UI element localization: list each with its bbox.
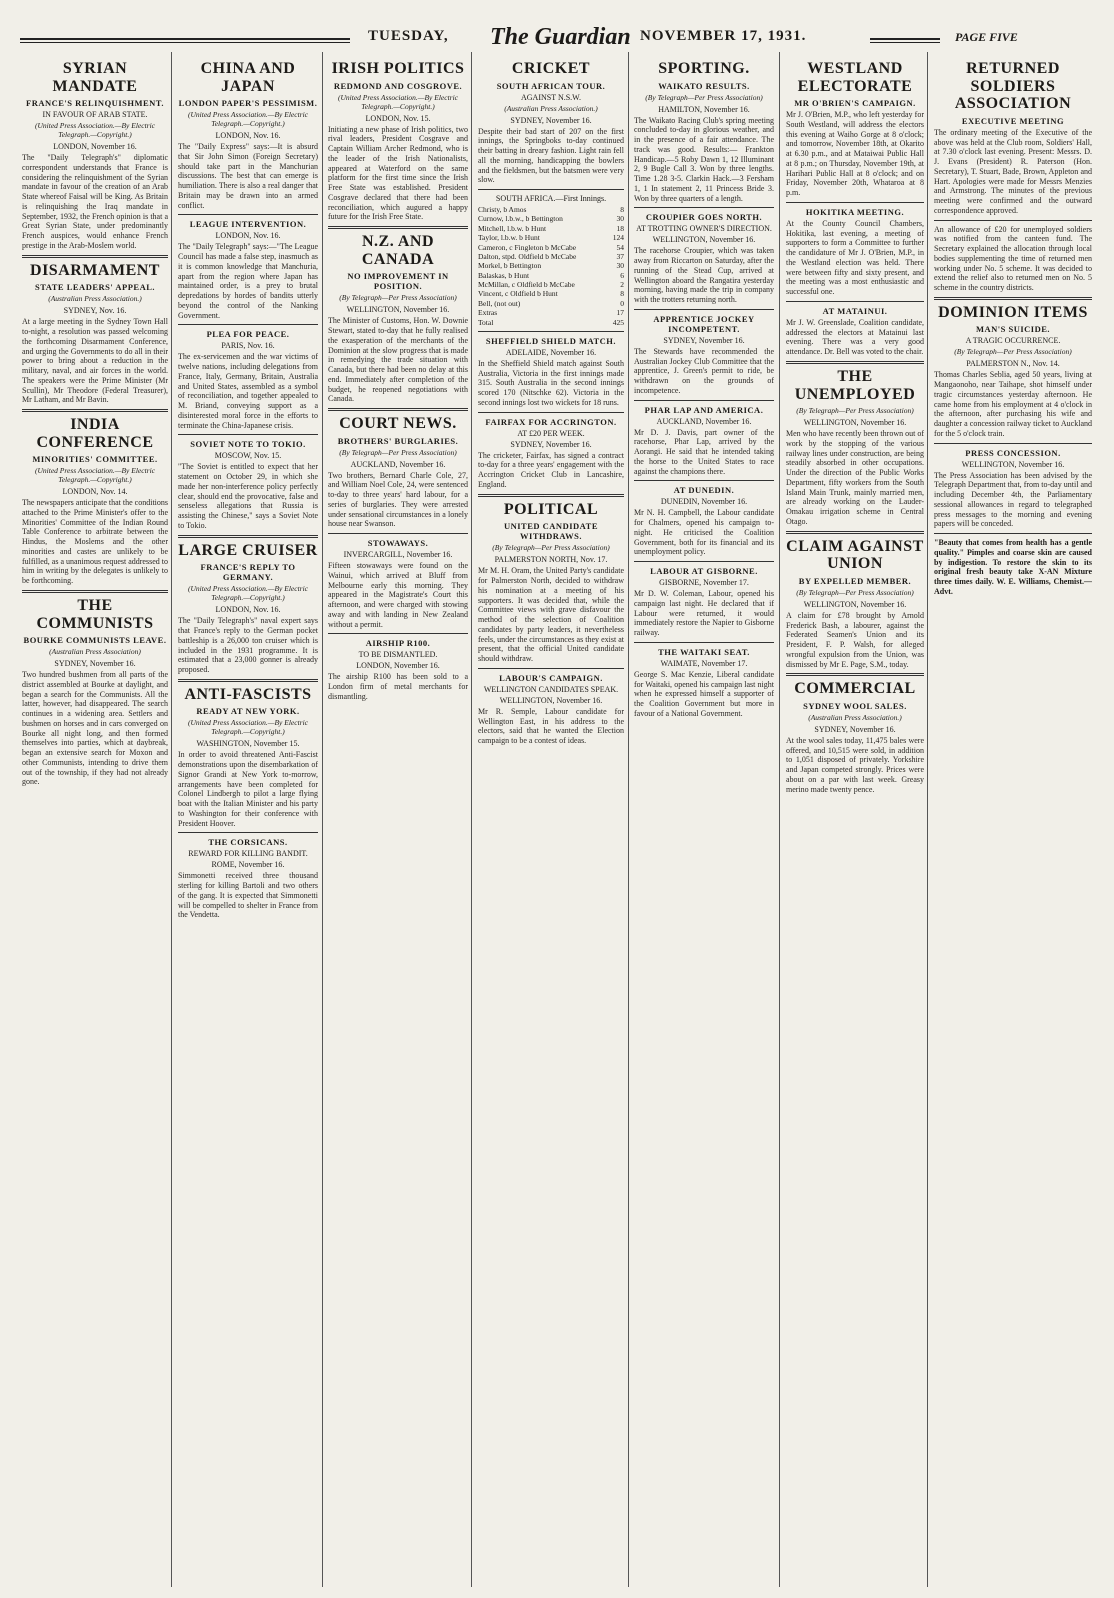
article-subhead: SOUTH AFRICAN TOUR.	[496, 80, 606, 91]
section-divider	[634, 480, 774, 481]
article-body: Fifteen stowaways were found on the Wainui, which arrived at Bluff from Melbourne early this morning. They appeared in the Magistrate's Court this afternoon, and were charged with stowing away and with landing in New Zealand without a permit.	[328, 561, 468, 629]
batsman: Balaskas, b Hunt	[478, 270, 530, 280]
article-subhead: AT DUNEDIN.	[673, 485, 735, 496]
scorecard-row	[478, 280, 624, 289]
article-kicker: AGAINST N.S.W.	[520, 92, 581, 102]
article-credit: (United Press Association.—By Electric Telegraph.—Copyright.)	[188, 584, 308, 603]
masthead-paper-title: The Guardian	[490, 24, 631, 50]
article-credit: (By Telegraph—Per Press Association)	[954, 347, 1072, 357]
batsman: Curnow, l.b.w., b Bettington	[478, 214, 563, 224]
runs: 37	[616, 251, 624, 261]
article-subhead: PHAR LAP AND AMERICA.	[644, 404, 764, 415]
column-1	[22, 56, 168, 1586]
article-subhead: MAN'S SUICIDE.	[975, 324, 1051, 335]
article-headline: N.Z. AND CANADA	[361, 233, 435, 268]
article-subhead: SYDNEY WOOL SALES.	[803, 700, 907, 711]
masthead-date: NOVEMBER 17, 1931.	[640, 28, 807, 44]
article-body: At the wool sales today, 11,475 bales were offered, and 10,515 were sold, in addition to 1,051 disposed of privately. Yorkshire and Japan competed strongly. Prices were about on a par with last week. Greasy merino made twenty pence.	[786, 735, 924, 794]
article-body: The newspapers anticipate that the conditions attached to the Prime Minister's offer to the Minorities' Committee of the Indian Round Table Conference to arbitrate between the Hindus, the Moslems and the other minorities and castes are unlikely to be fulfilled, as a unanimous request addressed to him in writing by the delegates is unlikely to be forthcoming.	[22, 498, 168, 586]
article-credit: (By Telegraph—Per Press Association)	[796, 406, 914, 416]
article-subhead: STATE LEADERS' APPEAL.	[34, 282, 156, 293]
article-dateline: WELLINGTON, November 16.	[803, 418, 907, 428]
article-divider	[22, 255, 168, 258]
article-subhead: FAIRFAX FOR ACCRINGTON.	[485, 416, 617, 427]
article-dateline: AUCKLAND, November 16.	[656, 416, 752, 426]
article-subhead: APPRENTICE JOCKEY INCOMPETENT.	[653, 313, 755, 334]
article-dateline: MOSCOW, Nov. 15.	[214, 451, 282, 461]
article-headline: CHINA AND JAPAN	[200, 60, 296, 95]
section-divider	[478, 331, 624, 332]
article-subhead: LABOUR AT GISBORNE.	[650, 566, 758, 577]
article-body: At a large meeting in the Sydney Town Hall to-night, a resolution was passed welcoming the forthcoming Disarmament Conference, and urging the Governments to do all in their power to bring about a reduction in the military, naval, and air forces in the world. The speakers were the Prime Minister (Mr Scullin), Mr Theodore (Federal Treasurer), Mr Latham, and Mr Bavin.	[22, 317, 168, 405]
article-dateline: SYDNEY, Nov. 16.	[63, 306, 127, 316]
article-dateline: GISBORNE, November 17.	[659, 578, 749, 588]
article-credit: (By Telegraph—Per Press Association)	[645, 92, 763, 102]
batsman: Christy, b Amos	[478, 205, 527, 215]
article-body: The Press Association has been advised by the Telegraph Department that, from to-day until and including December 4th, the Parliamentary sessional allowances in regard to telegraphed press messages to the morning and evening papers will be conceded.	[934, 470, 1092, 529]
article-headline: INDIA CONFERENCE	[36, 416, 154, 451]
article-credit: (United Press Association.—By Electric Telegraph.—Copyright.)	[338, 92, 458, 111]
article-credit: (United Press Association.—By Electric Telegraph.—Copyright.)	[35, 466, 155, 485]
article-headline: RETURNED SOLDIERS ASSOCIATION	[954, 60, 1072, 113]
article-body: "The Soviet is entitled to expect that her statement on October 29, in which she made her non-interference policy perfectly clear, should end the provocative, false and senseless allegations that Russia is assisting the Chinese," says a Soviet Note to Tokio.	[178, 462, 318, 530]
article-credit: (Australian Press Association.)	[48, 294, 142, 304]
article-dateline: WAIMATE, November 17.	[660, 658, 748, 668]
article-body: The airship R100 has been sold to a London firm of metal merchants for dismantling.	[328, 672, 468, 701]
scorecard-row	[478, 252, 624, 261]
batsman: McMillan, c Oldfield b McCabe	[478, 280, 575, 290]
article-credit: (Australian Press Association.)	[504, 103, 598, 113]
article-headline: COURT NEWS.	[339, 415, 457, 433]
article-headline: IRISH POLITICS	[331, 60, 465, 77]
batsman: Dalton, stpd. Oldfield b McCabe	[478, 251, 577, 261]
article-dateline: ROME, November 16.	[211, 860, 285, 870]
batsman: Morkel, b Bettington	[478, 261, 542, 271]
article-body: The "Daily Telegraph's" naval expert says that France's reply to the German pocket battleship is a 26,000 ton cruiser which is included in the 1931 programme. It is estimated that a 23,000 gonner is already proposed.	[178, 616, 318, 675]
article-body: Mr D. W. Coleman, Labour, opened his campaign last night. He declared that if Labour were returned, it would immediately restore the Napier to Gisborne railway.	[634, 589, 774, 638]
scorecard-title: SOUTH AFRICA.—First Innings.	[495, 194, 607, 204]
article-dateline: WELLINGTON, November 16.	[346, 305, 450, 315]
scorecard-row	[478, 243, 624, 252]
article-body: Men who have recently been thrown out of work by the stopping of the various railway lines under construction, are being steadily absorbed in other occupations. Under the direction of the Public Works Department, fifty workers from the South Island Main Trunk, mainly married men, are already working on the Lauder-Omakau irrigation scheme in Central Otago.	[786, 429, 924, 526]
section-divider	[634, 207, 774, 208]
article-kicker: AT TROTTING OWNER'S DIRECTION.	[636, 224, 772, 234]
section-divider	[786, 301, 924, 302]
article-body: Mr J. W. Greenslade, Coalition candidate, addressed the electors at Matainui last evening. There was a very good attendance. Dr. Bell was voted to the chair.	[786, 317, 924, 357]
article-subhead: HOKITIKA MEETING.	[805, 206, 905, 217]
masthead-page: PAGE FIVE	[955, 30, 1018, 44]
section-divider	[178, 832, 318, 833]
article-credit: (By Telegraph—Per Press Association)	[796, 587, 914, 597]
masthead-rule-right	[870, 38, 940, 43]
article-body: Mr M. H. Oram, the United Party's candidate for Palmerston North, decided to withdraw his nomination at a meeting of his supporters. It was decided that, while the Committee views with grave disfavour the method of the selection of Coalition candidates by party leaders, it nevertheless feels, under the circumstances as they exist at present, that the official United candidate should withdraw.	[478, 566, 624, 664]
section-divider	[178, 214, 318, 215]
column-5	[634, 56, 774, 1586]
article-subhead: REDMOND AND COSGROVE.	[333, 80, 463, 91]
scorecard-row	[478, 299, 624, 308]
article-credit: (United Press Association.—By Electric Telegraph.—Copyright.)	[35, 121, 155, 140]
runs: 30	[616, 261, 624, 271]
article-body: Mr R. Semple, Labour candidate for Wellington East, in his address to the electors, said that he wanted the Election campaign to be a contest of ideas.	[478, 706, 624, 746]
runs: 8	[620, 205, 624, 215]
section-divider	[634, 642, 774, 643]
article-dateline: AUCKLAND, November 16.	[350, 459, 446, 469]
column-rule	[471, 52, 472, 1587]
article-subhead: READY AT NEW YORK.	[196, 706, 300, 717]
article-subhead: STOWAWAYS.	[367, 538, 429, 549]
column-rule	[322, 52, 323, 1587]
article-dateline: PARIS, Nov. 16.	[221, 341, 275, 351]
article-credit: (By Telegraph—Per Press Association)	[339, 447, 457, 457]
runs: 6	[620, 270, 624, 280]
batsman: Bell, (not out)	[478, 298, 521, 308]
runs: 0	[620, 298, 624, 308]
scorecard-row	[478, 271, 624, 280]
advertisement: "Beauty that comes from health has a gentle quality." Pimples and coarse skin are caused by indigestion. To restore the skin to its original fresh beauty take X-AN Mixture three times daily. W. E. Williams, Chemist.—Advt.	[934, 538, 1092, 596]
article-body: At the County Council Chambers, Hokitika, last evening, a meeting of supporters to form a Committee to further the candidature of Mr J. O'Brien, M.P., in the Westland election was held. There were between fifty and sixty present, and the meeting was a most enthusiastic and successful one.	[786, 218, 924, 297]
article-kicker: WELLINGTON CANDIDATES SPEAK.	[483, 684, 619, 694]
scorecard-row	[478, 224, 624, 233]
article-kicker: AT £20 PER WEEK.	[517, 428, 585, 438]
runs: 425	[612, 317, 624, 327]
article-dateline: HAMILTON, November 16.	[658, 104, 750, 114]
scorecard-row	[478, 318, 624, 327]
article-dateline: SYDNEY, November 16.	[663, 335, 745, 345]
section-divider	[478, 668, 624, 669]
article-dateline: WELLINGTON, November 16.	[652, 235, 756, 245]
article-subhead: MINORITIES' COMMITTEE.	[32, 454, 158, 465]
batsman: Cameron, c Fingleton b McCabe	[478, 242, 577, 252]
scorecard-row	[478, 214, 624, 223]
article-subhead: CROUPIER GOES NORTH.	[645, 212, 763, 223]
article-body: The cricketer, Fairfax, has signed a contract to-day for a three years' engagement with the Accrington Cricket Club in Lancashire, England.	[478, 450, 624, 489]
article-body: In order to avoid threatened Anti-Fascist demonstrations upon the disembarkation of Signor Grandi at New York to-morrow, arrangements have been completed for Colonel Lindbergh to pilot a large flying boat with the Italian Minister and his party to Washington for their conference with President Hoover.	[178, 750, 318, 828]
article-divider	[22, 590, 168, 593]
column-3	[328, 56, 468, 1586]
column-2	[178, 56, 318, 1586]
runs: 8	[620, 289, 624, 299]
scorecard	[478, 205, 624, 327]
article-subhead: SOVIET NOTE TO TOKIO.	[190, 439, 306, 450]
section-divider	[934, 220, 1092, 221]
article-divider	[178, 679, 318, 682]
article-kicker: A TRAGIC OCCURRENCE.	[965, 336, 1061, 346]
article-dateline: PALMERSTON N., Nov. 14.	[966, 359, 1060, 369]
column-7	[934, 56, 1092, 1586]
article-headline: SYRIAN MANDATE	[52, 60, 138, 95]
scorecard-row	[478, 233, 624, 242]
article-kicker: REWARD FOR KILLING BANDIT.	[188, 849, 308, 859]
article-subhead: BROTHERS' BURGLARIES.	[337, 435, 459, 446]
article-dateline: SYDNEY, November 16.	[510, 115, 592, 125]
article-headline: DOMINION ITEMS	[938, 303, 1088, 321]
article-body: Two brothers, Bernard Charle Cole, 27, and William Noel Cole, 24, were sentenced to-day to three years' hard labour, for a series of burglaries. They were arrested under sensational circumstances in a lonely house near Swanson.	[328, 470, 468, 529]
runs: 18	[616, 223, 624, 233]
article-dateline: LONDON, Nov. 16.	[215, 231, 281, 241]
article-headline: THE UNEMPLOYED	[794, 367, 916, 403]
article-kicker: IN FAVOUR OF ARAB STATE.	[42, 110, 148, 120]
article-body: The Waikato Racing Club's spring meeting concluded to-day in glorious weather, and in the presence of a fair attendance. The track was good. Results:— Frankton Handicap.—5 Roby Dawn 1, 12 Illuminant 2, 9 Bugle Call 3. Won by three lengths. Time 1.28 3-5. Clarkin Hack.—3 Fersham 1, 1 In statement 2, 11 Princess Bride 3. Won by three quarters of a length.	[634, 115, 774, 203]
article-dateline: SYDNEY, November 16.	[510, 439, 592, 449]
scorecard-row	[478, 261, 624, 270]
scorecard-row	[478, 289, 624, 298]
runs: 2	[620, 280, 624, 290]
article-subhead: SHEFFIELD SHIELD MATCH.	[485, 335, 617, 346]
article-body: The ex-servicemen and the war victims of twelve nations, including delegations from France, Italy, Germany, Britain, Australia and United States, assembled as a symbol of reconciliation, and together appealed to M. Briand, conveying support as a disinterested moral force in the efforts to terminate the China-Japanese crisis.	[178, 352, 318, 430]
article-dateline: LONDON, Nov. 16.	[215, 605, 281, 615]
article-body: The Stewards have recommended the Australian Jockey Club Committee that the apprentice, J. Green's permit to ride, be withdrawn on the grounds of incompetence.	[634, 346, 774, 395]
article-subhead: UNITED CANDIDATE WITHDRAWS.	[503, 521, 599, 542]
runs: 124	[612, 233, 624, 243]
article-body: Initiating a new phase of Irish politics, two rival leaders, President Cosgrave and Captain William Archer Redmond, who is the leader of the Irish Nationalists, appeared at Waterford on the same platform for the first time since the Irish Free State was established. President Cosgrave declared that there had been reconciliation, which augured a happy future for the Irish Free State.	[328, 124, 468, 222]
column-rule	[171, 52, 172, 1587]
article-body: George S. Mac Kenzie, Liberal candidate for Waitaki, opened his campaign last night when he expressed himself a supporter of the Coalition Government but more in favour of a National Government.	[634, 669, 774, 718]
article-divider	[178, 535, 318, 538]
article-body: The Minister of Customs, Hon. W. Downie Stewart, stated to-day that he fully realised the exasperation of the merchants of the Dominion at the slow progress that is made in remedying the trade situation with Canada, but there had been no delay at this end. Immediately after completion of the budget, he reopened negotiations with Canada.	[328, 316, 468, 404]
article-headline: SPORTING.	[658, 60, 750, 77]
article-dateline: INVERCARGILL, November 16.	[343, 550, 453, 560]
scorecard-row	[478, 205, 624, 214]
article-subhead: LEAGUE INTERVENTION.	[189, 219, 307, 230]
article-divider	[22, 409, 168, 412]
article-dateline: PALMERSTON NORTH, Nov. 17.	[494, 555, 608, 565]
masthead	[20, 24, 1100, 50]
section-divider	[934, 443, 1092, 444]
article-subhead: PLEA FOR PEACE.	[206, 329, 290, 340]
article-subhead: FRANCE'S RELINQUISHMENT.	[26, 98, 164, 109]
article-subhead: WAIKATO RESULTS.	[658, 80, 750, 91]
article-dateline: LONDON, Nov. 16.	[215, 131, 281, 141]
article-subhead: THE CORSICANS.	[208, 837, 288, 848]
article-body: Mr N. H. Campbell, the Labour candidate for Chalmers, opened his campaign to-night. He criticised the Coalition Government, both for its financial and its unemployment policy.	[634, 508, 774, 557]
scorecard-row	[478, 308, 624, 317]
article-divider	[786, 531, 924, 534]
article-body: The racehorse Croupier, which was taken away from Riccarton on Saturday, after the running of the Stead Cup, arrived at Wellington aboard the Rangatira yesterday morning, having made the trip in company with the trotters returning north.	[634, 246, 774, 305]
article-subhead: PRESS CONCESSION.	[965, 447, 1061, 458]
article-divider	[478, 494, 624, 497]
article-divider	[328, 226, 468, 229]
article-subhead: THE WAITAKI SEAT.	[658, 646, 750, 657]
article-divider	[328, 408, 468, 411]
article-divider	[786, 361, 924, 364]
article-headline: DISARMAMENT	[30, 261, 160, 279]
article-subhead: EXECUTIVE MEETING	[961, 115, 1065, 126]
article-dateline: WELLINGTON, November 16.	[499, 695, 603, 705]
section-divider	[634, 309, 774, 310]
section-divider	[178, 324, 318, 325]
article-body: Mr J. O'Brien, M.P., who left yesterday for South Westland, will address the electors this evening at Waiho Gorge at 8 o'clock; and tomorrow, November 18th, at Okarito at 6.30 p.m., and at Mataiwai Public Hall at 8 p.m.; on Thursday, November 19th, at Harihari Public Hall at 8 o'clock; and on Friday, November 20th, Whataroa at 8 p.m.	[786, 110, 924, 198]
article-credit: (By Telegraph—Per Press Association)	[492, 543, 610, 553]
runs: 54	[616, 242, 624, 252]
batsman: Mitchell, l.b.w. b Hunt	[478, 223, 547, 233]
article-subhead: BOURKE COMMUNISTS LEAVE.	[23, 635, 167, 646]
section-divider	[478, 189, 624, 190]
article-headline: THE COMMUNISTS	[36, 596, 154, 632]
article-subhead: NO IMPROVEMENT IN POSITION.	[347, 271, 449, 292]
article-body: Thomas Charles Seblia, aged 50 years, living at Mangaonoho, near Taihape, shot himself under tragic circumstances yesterday afternoon. He came home from his employment at 4 o'clock in the afternoon, after purchasing his wife and daughter a concession railway ticket to Auckland for the 5 o'clock train.	[934, 370, 1092, 438]
section-divider	[634, 561, 774, 562]
article-divider	[934, 297, 1092, 300]
section-divider	[634, 400, 774, 401]
column-4	[478, 56, 624, 1586]
runs: 17	[616, 308, 624, 318]
article-dateline: LONDON, Nov. 15.	[365, 113, 431, 123]
article-subhead: BY EXPELLED MEMBER.	[798, 575, 912, 586]
article-headline: CRICKET	[511, 60, 591, 77]
article-credit: (Australian Press Association)	[49, 647, 141, 657]
article-body: Simmonetti received three thousand sterling for killing Bartoli and two others of the gang. It is expected that Simmonetti will be compelled to shelter in France from the Vendetta.	[178, 871, 318, 920]
article-body: In the Sheffield Shield match against South Australia, Victoria in the first innings made 315. South Australia in the second innings scored 170 (Nitschke 62). Victoria in the second innings lost two wickets for 18 runs.	[478, 358, 624, 407]
article-body: A claim for £78 brought by Arnold Frederick Bash, a labourer, against the Federated Seamen's Union and its President, F. P. Walsh, for alleged wrongful expulsion from the Union, was dismissed by Mr E. Page, S.M., today.	[786, 610, 924, 669]
article-body: Two hundred bushmen from all parts of the district assembled at Bourke at daylight, and began a search for the Communists. All the latter, however, had disappeared. The search continues in a widening area. Settlers and bushmen on horses and in cars converged on Bourke all night long, and then formed themselves into parties, which at daybreak, began an extensive search for Moxon and other Communists, intending to drive them out of the township, if they had not already gone.	[22, 670, 168, 787]
article-subhead: AT MATAINUI.	[822, 305, 888, 316]
column-rule	[779, 52, 780, 1587]
article-subhead: FRANCE'S REPLY TO GERMANY.	[200, 562, 296, 583]
article-subhead: MR O'BRIEN'S CAMPAIGN.	[794, 98, 916, 109]
article-body: The "Daily Telegraph" says:—"The League Council has made a false step, inasmuch as it is common knowledge that Manchuria, apart from the region where Japan has maintained order, is a prey to brutal depredations by hordes of bandits utterly beyond the control of the Nanking Government.	[178, 242, 318, 320]
article-headline: POLITICAL	[503, 500, 599, 518]
column-rule	[927, 52, 928, 1587]
article-headline: WESTLAND ELECTORATE	[797, 60, 913, 95]
section-divider	[328, 633, 468, 634]
article-body: Mr D. J. Davis, part owner of the racehorse, Phar Lap, arrived by the Aorangi. He said that he intended taking the horse to the United States to race against the champions there.	[634, 427, 774, 476]
article-credit: (United Press Association.—By Electric Telegraph.—Copyright.)	[188, 718, 308, 737]
article-dateline: ADELAIDE, November 16.	[505, 347, 597, 357]
article-subhead: LONDON PAPER'S PESSIMISM.	[178, 98, 318, 109]
article-credit: (By Telegraph—Per Press Association)	[339, 293, 457, 303]
column-6	[786, 56, 924, 1586]
article-body: An allowance of £20 for unemployed soldiers was notified from the canteen fund. The Secretary explained the allocation through local bodies supplementing the time of returned men working under No. 5 scheme. It was decided to extend the relief also to returned men on No. 5 scheme in the country districts.	[934, 224, 1092, 293]
article-subhead: AIRSHIP R100.	[365, 638, 431, 649]
section-divider	[786, 202, 924, 203]
article-credit: (Australian Press Association.)	[808, 712, 902, 722]
article-subhead: LABOUR'S CAMPAIGN.	[499, 672, 603, 683]
article-divider	[786, 673, 924, 676]
section-divider	[934, 533, 1092, 534]
batsman: Taylor, l.b.w. b Hunt	[478, 233, 540, 243]
article-headline: ANTI-FASCISTS	[184, 685, 312, 703]
article-dateline: SYDNEY, November 16.	[54, 659, 136, 669]
article-dateline: SYDNEY, November 16.	[814, 724, 896, 734]
runs: 30	[616, 214, 624, 224]
masthead-day: TUESDAY,	[368, 28, 449, 44]
article-dateline: LONDON, November 16.	[356, 661, 440, 671]
article-body: The "Daily Express" says:—It is absurd that Sir John Simon (Foreign Secretary) should take part in the Manchurian discussions. The best that can emerge is humiliation. There is also a real danger that Britain may be drawn into an armed conflict.	[178, 142, 318, 210]
article-body: Despite their bad start of 207 on the first innings, the Springboks to-day continued their batting in dreary fashion. Light rain fell all the morning, handicapping the bowlers and the fieldsmen, but the batsmen were very slow.	[478, 126, 624, 185]
article-headline: CLAIM AGAINST UNION	[786, 537, 924, 573]
column-rule	[628, 52, 629, 1587]
article-body: The "Daily Telegraph's" diplomatic correspondent understands that France is considering the relinquishment of the Syrian mandate in favour of the creation of an Arab State whereof Faisal will be King. As Britain is relinquishing the Iraq mandate in September, 1932, the French opinion is that a Great Syrian State, under predominantly French auspices, would enhance French prestige in the Arab-Moslem world.	[22, 153, 168, 250]
article-dateline: LONDON, Nov. 14.	[62, 487, 128, 497]
section-divider	[178, 434, 318, 435]
article-dateline: LONDON, November 16.	[53, 142, 137, 152]
article-dateline: WELLINGTON, November 16.	[803, 599, 907, 609]
article-dateline: WASHINGTON, November 15.	[196, 739, 300, 749]
batsman: Vincent, c Oldfield b Hunt	[478, 289, 558, 299]
batsman: Extras	[478, 308, 498, 318]
masthead-rule-left	[20, 38, 350, 43]
article-kicker: TO BE DISMANTLED.	[358, 650, 438, 660]
article-headline: LARGE CRUISER	[178, 541, 318, 559]
article-body: The ordinary meeting of the Executive of the above was held at the Club room, Soldiers' Hall, at 7.30 o'clock last evening. Present: Messrs. D. J. Evans (President) R. Paterson (Hon. Secretary), T. Stuart, Bade, Brown, Appleton and Hart. Apologies were made for Messrs Menzies and Armstrong. The minutes of the previous meeting were confirmed and the outward correspondence approved.	[934, 127, 1092, 215]
article-dateline: DUNEDIN, November 16.	[660, 497, 748, 507]
section-divider	[478, 412, 624, 413]
batsman: Total	[478, 317, 494, 327]
article-headline: COMMERCIAL	[794, 680, 916, 698]
article-credit: (United Press Association.—By Electric Telegraph.—Copyright.)	[188, 110, 308, 129]
article-dateline: WELLINGTON, November 16.	[961, 459, 1065, 469]
section-divider	[328, 533, 468, 534]
